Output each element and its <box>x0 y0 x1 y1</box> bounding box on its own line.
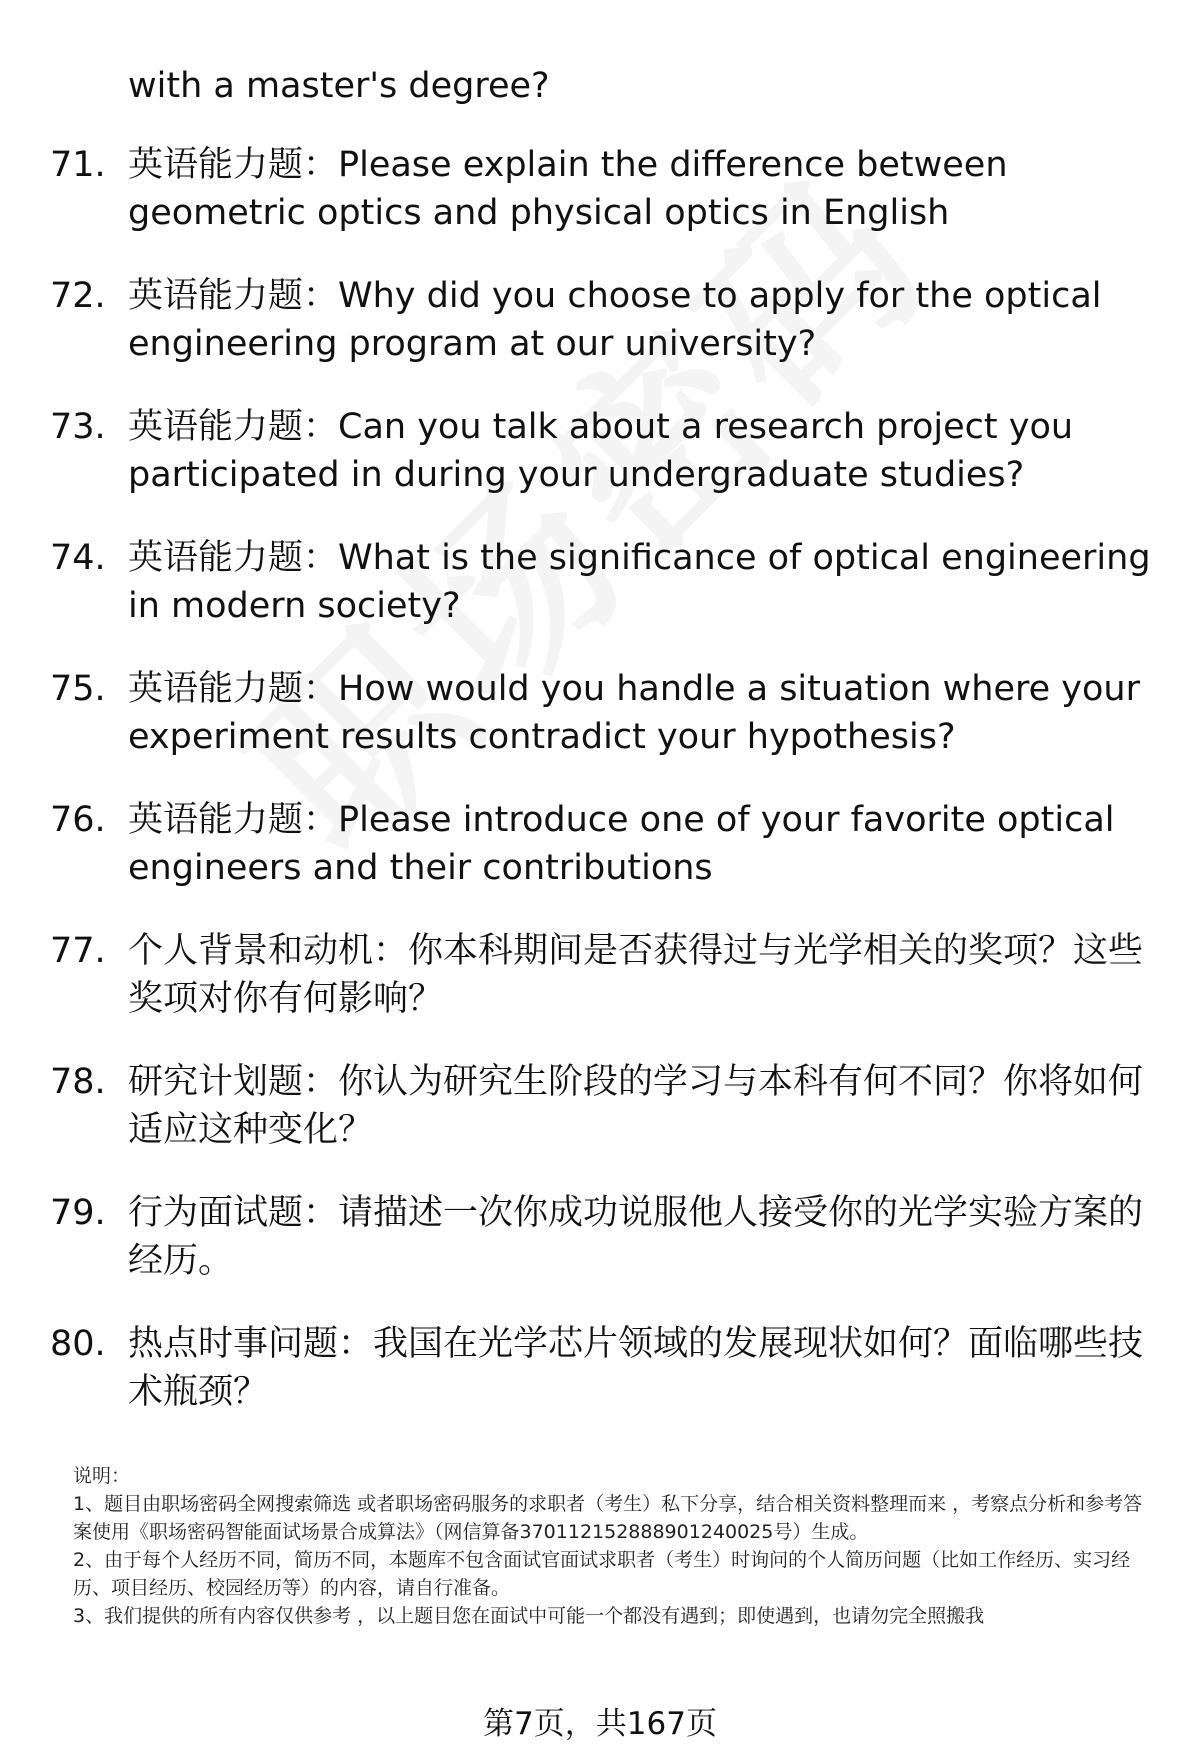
question-number: 72. <box>50 276 106 316</box>
question-text: 英语能力题：Please explain the difference between geometric optics and physical optics in English <box>128 145 1008 233</box>
question-text: 英语能力题：Why did you choose to apply for the optical engineering program at our university? <box>128 276 1102 364</box>
question-number: 74. <box>50 538 106 578</box>
question-number: 75. <box>50 669 106 709</box>
note-item: 1、题目由职场密码全网搜索筛选 或者职场密码服务的求职者（考生）私下分享，结合相关资料整理而来 ，考察点分析和参考答案使用《职场密码智能面试场景合成算法》（网信算备370112152888901240025号）生成。 <box>73 1493 1143 1543</box>
question-text: 英语能力题：Please introduce one of your favorite optical engineers and their contributions <box>128 800 1115 888</box>
question-list <box>50 141 1160 1451</box>
question-number: 73. <box>50 407 106 447</box>
note-item: 3、我们提供的所有内容仅供参考 ，以上题目您在面试中可能一个都没有遇到；即使遇到，也请勿完全照搬我 <box>73 1605 985 1627</box>
question-number: 76. <box>50 800 106 840</box>
continued-question-text: with a master's degree? <box>128 66 550 106</box>
question-number: 78. <box>50 1062 106 1102</box>
question-item <box>50 796 1160 892</box>
question-item <box>50 534 1160 630</box>
question-item <box>50 1189 1160 1285</box>
question-item <box>50 927 1160 1023</box>
question-text: 个人背景和动机：你本科期间是否获得过与光学相关的奖项？这些奖项对你有何影响？ <box>128 931 1144 1019</box>
question-item <box>50 403 1160 499</box>
question-text: 研究计划题：你认为研究生阶段的学习与本科有何不同？你将如何适应这种变化？ <box>128 1062 1144 1150</box>
question-text: 行为面试题：请描述一次你成功说服他人接受你的光学实验方案的经历。 <box>128 1193 1144 1281</box>
question-number: 77. <box>50 931 106 971</box>
question-number: 80. <box>50 1324 106 1364</box>
question-text: 英语能力题：What is the significance of optical engineering in modern society? <box>128 538 1151 626</box>
note-item: 2、由于每个人经历不同，简历不同，本题库不包含面试官面试求职者（考生）时询问的个人简历问题（比如工作经历、实习经历、项目经历、校园经历等）的内容，请自行准备。 <box>73 1549 1131 1599</box>
question-text: 热点时事问题：我国在光学芯片领域的发展现状如何？面临哪些技术瓶颈？ <box>128 1324 1144 1412</box>
question-item <box>50 141 1160 237</box>
question-item <box>50 272 1160 368</box>
question-text: 英语能力题：How would you handle a situation where your experiment results contradict your hypothesis? <box>128 669 1140 757</box>
question-item <box>50 1320 1160 1416</box>
page-number: 第7页，共167页 <box>483 1706 717 1742</box>
notes-section <box>73 1462 1153 1630</box>
notes-heading: 说明： <box>73 1465 131 1487</box>
question-number: 79. <box>50 1193 106 1233</box>
question-item <box>50 1058 1160 1154</box>
question-text: 英语能力题：Can you talk about a research project you participated in during your undergraduate studies? <box>128 407 1074 495</box>
question-item <box>50 665 1160 761</box>
question-number: 71. <box>50 145 106 185</box>
